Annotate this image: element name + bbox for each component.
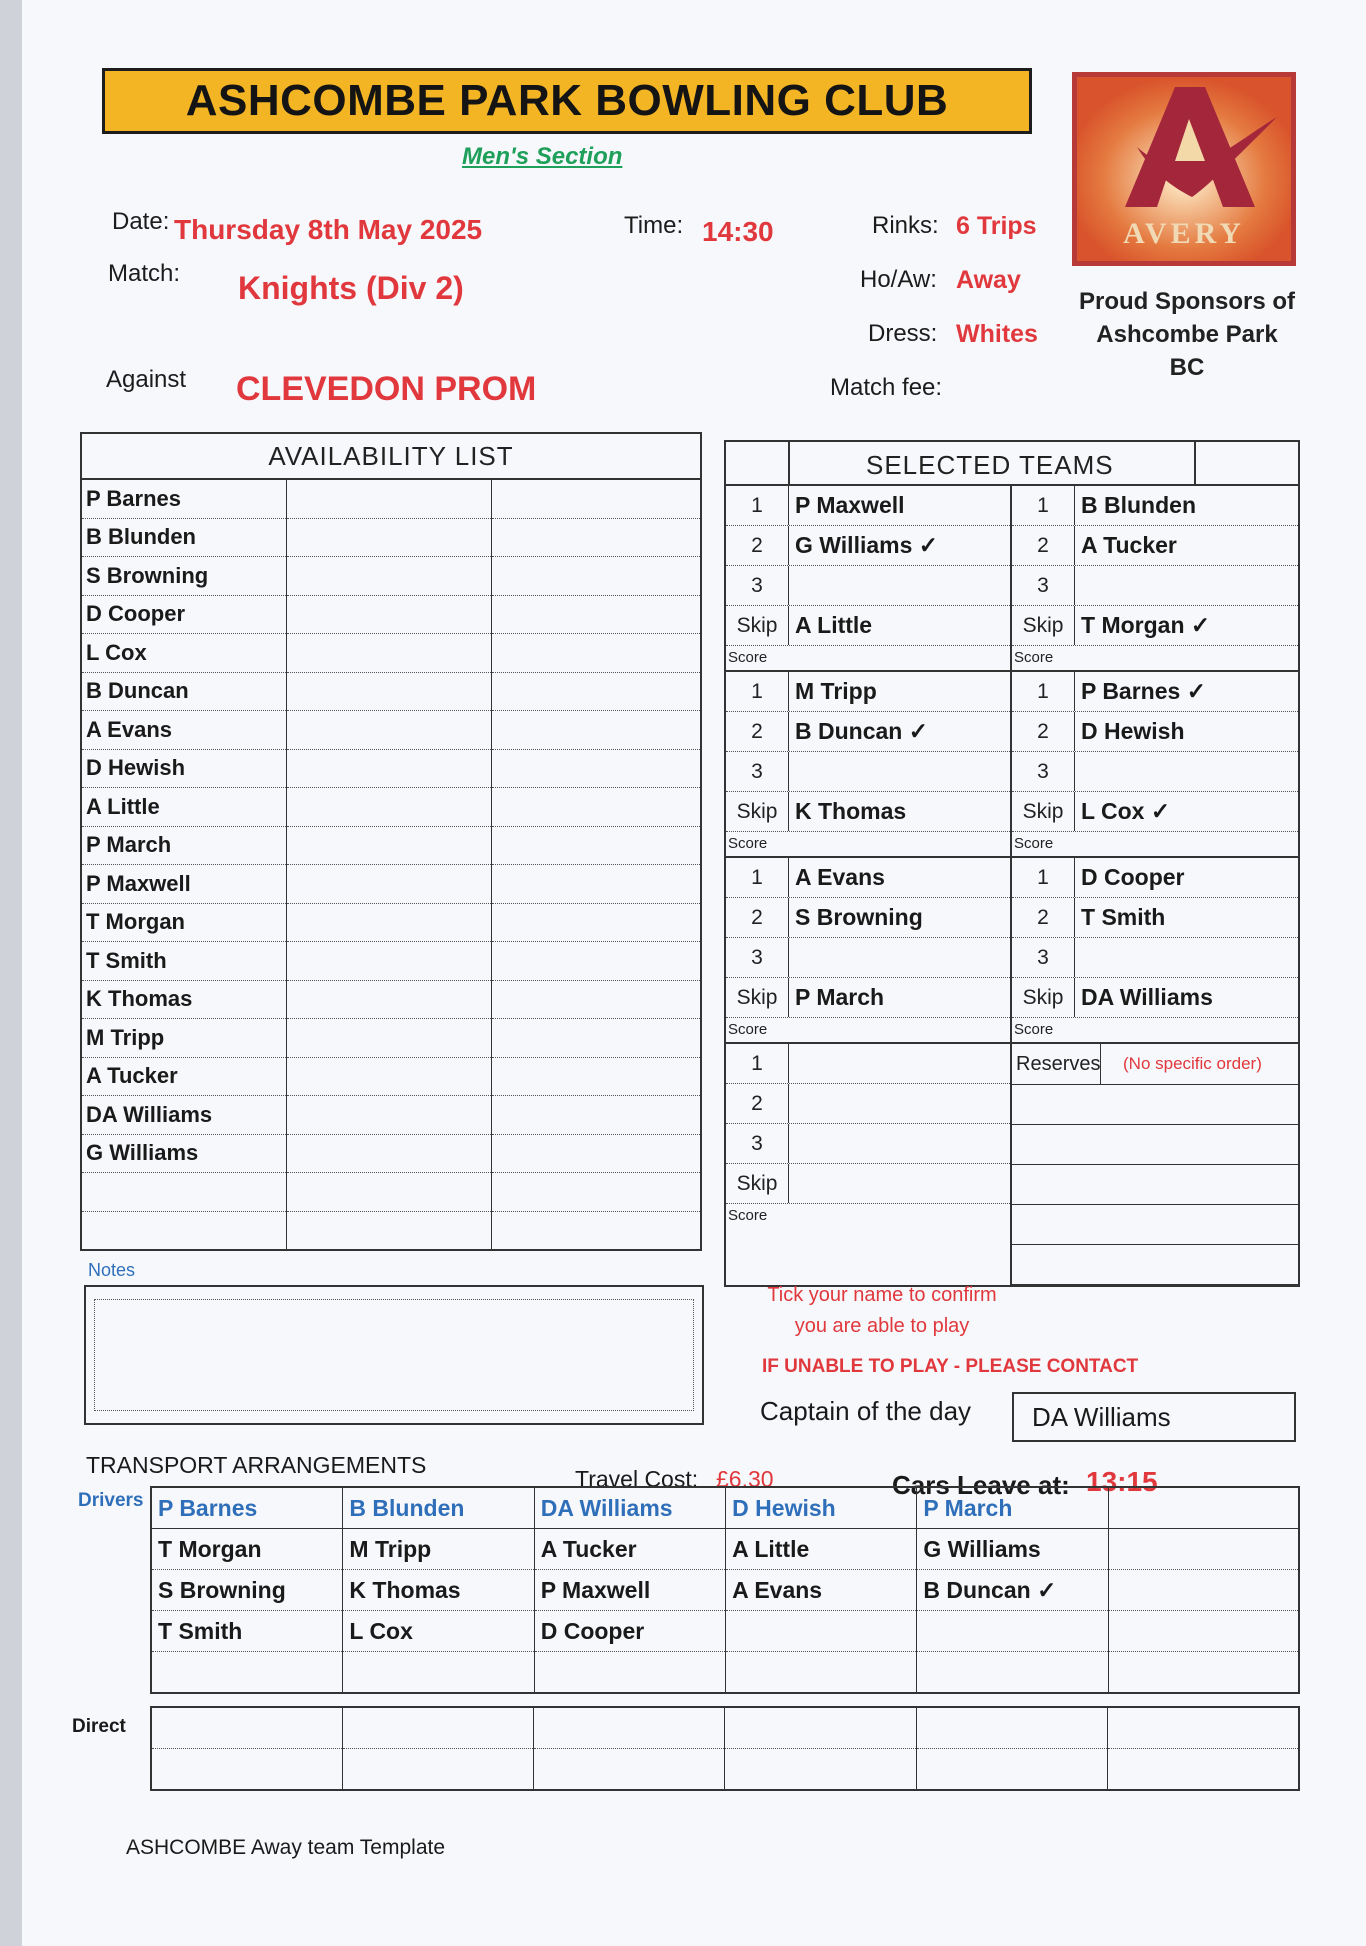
reserve-line [1012, 1205, 1298, 1245]
availability-name: D Cooper [81, 595, 287, 634]
availability-cell [492, 711, 702, 750]
rink-position-row [726, 938, 1010, 978]
passenger-name: M Tripp [343, 1529, 534, 1570]
availability-cell [287, 634, 492, 673]
availability-cell [492, 749, 702, 788]
passenger-name [726, 1611, 917, 1652]
time-value: 14:30 [702, 216, 774, 247]
skip-label: Skip [1012, 792, 1075, 831]
rink-position-row [726, 486, 1010, 526]
direct-cell [1107, 1707, 1299, 1749]
tick-line-2: you are able to play [794, 1315, 970, 1337]
passenger-name: K Thomas [343, 1570, 534, 1611]
availability-cell [492, 1096, 702, 1135]
selected-teams-header [724, 440, 1300, 484]
rinks-label: Rinks: [872, 212, 939, 239]
availability-title: AVAILABILITY LIST [81, 433, 701, 479]
date-label: Date: [112, 208, 170, 235]
driver-name: P Barnes [151, 1487, 343, 1529]
rink-team [726, 484, 1012, 670]
availability-name: T Morgan [81, 903, 287, 942]
sponsor-line-1: Proud Sponsors of [1079, 288, 1295, 315]
match-fee-label: Match fee: [830, 374, 943, 401]
against-value: CLEVEDON PROM [236, 370, 537, 408]
skip-label: Skip [726, 792, 789, 831]
passenger-name [534, 1652, 725, 1694]
availability-name: T Smith [81, 942, 287, 981]
passenger-name: B Duncan ✓ [917, 1570, 1108, 1611]
rink-position-row [726, 672, 1010, 712]
rink-position-row [1012, 486, 1298, 526]
availability-name: P March [81, 826, 287, 865]
position-number: 2 [726, 898, 789, 937]
sponsor-text [1062, 285, 1312, 384]
availability-cell [492, 634, 702, 673]
dress-value: Whites [956, 320, 1038, 348]
availability-cell [492, 1134, 702, 1173]
availability-name: A Little [81, 788, 287, 827]
availability-cell [287, 711, 492, 750]
availability-name: G Williams [81, 1134, 287, 1173]
captain-label: Captain of the day [760, 1396, 972, 1426]
reserves-label: Reserves [1012, 1044, 1101, 1084]
player-name: B Duncan ✓ [795, 718, 929, 744]
passenger-row [151, 1529, 1299, 1570]
passenger-name [151, 1652, 343, 1694]
player-name: P Maxwell [795, 492, 905, 518]
availability-row [81, 865, 701, 904]
unable-notice: IF UNABLE TO PLAY - PLEASE CONTACT [762, 1356, 1139, 1377]
availability-cell [492, 826, 702, 865]
position-number: 3 [1012, 938, 1075, 977]
passenger-name [1108, 1529, 1299, 1570]
availability-name [81, 1211, 287, 1250]
position-number: 2 [726, 1084, 789, 1123]
availability-row [81, 595, 701, 634]
passenger-name: T Smith [151, 1611, 343, 1652]
passenger-name: T Morgan [151, 1529, 343, 1570]
availability-cell [287, 1096, 492, 1135]
reserves-note: (No specific order) [1123, 1054, 1262, 1073]
passenger-name: P Maxwell [534, 1570, 725, 1611]
reserve-line [1012, 1245, 1298, 1285]
rink-row [724, 856, 1300, 1042]
rink-position-row [1012, 672, 1298, 712]
direct-cell [534, 1749, 725, 1791]
availability-cell [287, 1211, 492, 1250]
availability-row [81, 788, 701, 827]
rink-skip-row [1012, 978, 1298, 1018]
passenger-name: A Tucker [534, 1529, 725, 1570]
rink-position-row [726, 1124, 1010, 1164]
date-value: Thursday 8th May 2025 [174, 214, 483, 245]
score-label: Score [728, 835, 768, 852]
rink-team [1012, 484, 1298, 670]
availability-row [81, 1096, 701, 1135]
sponsor-line-2: Ashcombe Park [1096, 321, 1278, 348]
passenger-name [1108, 1611, 1299, 1652]
rink-position-row [726, 566, 1010, 606]
direct-cell [916, 1749, 1107, 1791]
position-number: 3 [726, 1124, 789, 1163]
rink-position-row [1012, 752, 1298, 792]
availability-row [81, 1057, 701, 1096]
rink-position-row [1012, 938, 1298, 978]
availability-cell [492, 1057, 702, 1096]
rink-skip-row [1012, 792, 1298, 832]
direct-cell [916, 1707, 1107, 1749]
player-name: S Browning [795, 904, 923, 930]
match-sheet [22, 0, 1366, 1946]
availability-name: B Blunden [81, 518, 287, 557]
player-name: A Evans [795, 864, 885, 890]
passenger-name: G Williams [917, 1529, 1108, 1570]
driver-name: D Hewish [726, 1487, 917, 1529]
drivers-label: Drivers [78, 1490, 144, 1511]
player-name: G Williams ✓ [795, 532, 939, 558]
rink-position-row [726, 898, 1010, 938]
rink-position-row [726, 526, 1010, 566]
availability-cell [287, 595, 492, 634]
availability-cell [492, 479, 702, 518]
skip-name: T Morgan ✓ [1081, 612, 1211, 638]
direct-cell [725, 1749, 916, 1791]
rink-team [726, 1042, 1012, 1285]
notes-label: Notes [88, 1260, 136, 1280]
position-number: 3 [1012, 566, 1075, 605]
direct-cell [151, 1707, 343, 1749]
rink-skip-row [726, 606, 1010, 646]
time-label: Time: [624, 212, 684, 239]
direct-cell [534, 1707, 725, 1749]
player-name: D Hewish [1081, 718, 1185, 744]
availability-name: M Tripp [81, 1019, 287, 1058]
availability-cell [287, 1173, 492, 1212]
availability-cell [287, 980, 492, 1019]
passenger-name [1108, 1570, 1299, 1611]
availability-row [81, 980, 701, 1019]
direct-cell [343, 1749, 534, 1791]
player-name: T Smith [1081, 904, 1166, 930]
rink-team [726, 856, 1012, 1042]
availability-row [81, 749, 701, 788]
passenger-name [343, 1652, 534, 1694]
rink-position-row [726, 712, 1010, 752]
availability-row [81, 1173, 701, 1212]
rink-skip-row [1012, 606, 1298, 646]
availability-cell [492, 557, 702, 596]
availability-cell [492, 1173, 702, 1212]
availability-name: A Tucker [81, 1057, 287, 1096]
availability-row [81, 711, 701, 750]
availability-row [81, 942, 701, 981]
availability-cell [287, 557, 492, 596]
rink-position-row [726, 858, 1010, 898]
availability-name: D Hewish [81, 749, 287, 788]
availability-name: P Maxwell [81, 865, 287, 904]
notes-box [84, 1285, 704, 1425]
position-number: 1 [726, 672, 789, 711]
score-label: Score [1014, 649, 1054, 666]
reserve-line [1012, 1125, 1298, 1165]
passenger-name [1108, 1652, 1299, 1694]
availability-row [81, 479, 701, 518]
skip-label: Skip [1012, 606, 1075, 645]
availability-cell [287, 518, 492, 557]
rink-position-row [1012, 526, 1298, 566]
availability-cell [287, 479, 492, 518]
footer-text: ASHCOMBE Away team Template [126, 1836, 446, 1859]
availability-cell [492, 903, 702, 942]
score-label: Score [728, 1207, 768, 1224]
rink-row [724, 1042, 1300, 1287]
availability-name [81, 1173, 287, 1212]
availability-row [81, 1019, 701, 1058]
section-subtitle: Men's Section [462, 143, 623, 170]
rink-team [726, 670, 1012, 856]
dress-label: Dress: [868, 320, 938, 347]
reserves-box [1012, 1042, 1298, 1285]
tick-line-1: Tick your name to confirm [767, 1284, 997, 1306]
availability-row [81, 518, 701, 557]
match-value: Knights (Div 2) [238, 270, 464, 306]
logo-wordmark: AVERY [1123, 217, 1245, 250]
passenger-name: A Little [726, 1529, 917, 1570]
rink-team [1012, 856, 1298, 1042]
availability-cell [492, 942, 702, 981]
drivers-row [151, 1487, 1299, 1529]
availability-name: S Browning [81, 557, 287, 596]
position-number: 2 [726, 526, 789, 565]
score-label: Score [728, 1021, 768, 1038]
selected-teams [724, 440, 1300, 1287]
availability-cell [492, 865, 702, 904]
availability-row [81, 1134, 701, 1173]
driver-name: DA Williams [534, 1487, 725, 1529]
position-number: 2 [1012, 526, 1075, 565]
hoaw-value: Away [956, 266, 1021, 294]
position-number: 2 [1012, 712, 1075, 751]
transport-table [150, 1486, 1300, 1694]
player-name: D Cooper [1081, 864, 1185, 890]
skip-name: A Little [795, 612, 873, 638]
availability-cell [492, 980, 702, 1019]
passenger-name: A Evans [726, 1570, 917, 1611]
rink-row [724, 484, 1300, 670]
passenger-row [151, 1570, 1299, 1611]
score-label: Score [728, 649, 768, 666]
skip-name: P March [795, 984, 885, 1010]
rink-row [724, 670, 1300, 856]
availability-row [81, 557, 701, 596]
availability-name: B Duncan [81, 672, 287, 711]
rink-position-row [1012, 898, 1298, 938]
sponsor-line-3: BC [1169, 354, 1205, 381]
passenger-row [151, 1611, 1299, 1652]
rinks-value: 6 Trips [956, 212, 1037, 240]
avery-logo [1072, 72, 1296, 266]
score-label: Score [1014, 1021, 1054, 1038]
transport-title: TRANSPORT ARRANGEMENTS [86, 1452, 427, 1478]
rink-position-row [1012, 566, 1298, 606]
captain-value: DA Williams [1012, 1392, 1296, 1442]
rink-skip-row [726, 792, 1010, 832]
rink-position-row [1012, 858, 1298, 898]
availability-cell [287, 1057, 492, 1096]
player-name: P Barnes ✓ [1081, 678, 1206, 704]
driver-name: P March [917, 1487, 1108, 1529]
rink-position-row [1012, 712, 1298, 752]
direct-cell [1107, 1749, 1299, 1791]
position-number: 3 [726, 566, 789, 605]
rink-position-row [726, 1044, 1010, 1084]
availability-name: P Barnes [81, 479, 287, 518]
availability-cell [287, 672, 492, 711]
position-number: 3 [726, 752, 789, 791]
availability-cell [287, 903, 492, 942]
position-number: 3 [1012, 752, 1075, 791]
player-name: A Tucker [1081, 532, 1177, 558]
availability-cell [492, 672, 702, 711]
skip-label: Skip [1012, 978, 1075, 1017]
position-number: 3 [726, 938, 789, 977]
player-name: M Tripp [795, 678, 877, 704]
availability-row [81, 903, 701, 942]
position-number: 1 [726, 486, 789, 525]
availability-cell [287, 1134, 492, 1173]
direct-label: Direct [72, 1716, 126, 1737]
availability-cell [492, 788, 702, 827]
direct-table [150, 1706, 1300, 1791]
availability-list [80, 432, 702, 1251]
skip-label: Skip [726, 1164, 789, 1203]
club-title: ASHCOMBE PARK BOWLING CLUB [102, 68, 1032, 134]
availability-cell [287, 826, 492, 865]
direct-cell [343, 1707, 534, 1749]
position-number: 1 [726, 858, 789, 897]
passenger-name: D Cooper [534, 1611, 725, 1652]
travel-cost-value: £6.30 [716, 1466, 774, 1492]
passenger-name [726, 1652, 917, 1694]
rink-position-row [726, 1084, 1010, 1124]
player-name: B Blunden [1081, 492, 1196, 518]
availability-row [81, 634, 701, 673]
rink-team [1012, 670, 1298, 856]
direct-cell [725, 1707, 916, 1749]
skip-name: L Cox ✓ [1081, 798, 1171, 824]
availability-name: L Cox [81, 634, 287, 673]
skip-name: K Thomas [795, 798, 907, 824]
against-label: Against [106, 366, 187, 393]
availability-cell [492, 1211, 702, 1250]
availability-name: DA Williams [81, 1096, 287, 1135]
reserve-line [1012, 1165, 1298, 1205]
driver-name: B Blunden [343, 1487, 534, 1529]
tick-instruction [752, 1280, 1012, 1342]
skip-name: DA Williams [1081, 984, 1213, 1010]
cars-leave-label: Cars Leave at: [892, 1470, 1070, 1500]
availability-cell [287, 749, 492, 788]
availability-cell [492, 518, 702, 557]
driver-name [1108, 1487, 1299, 1529]
skip-label: Skip [726, 978, 789, 1017]
rink-position-row [726, 752, 1010, 792]
passenger-name: L Cox [343, 1611, 534, 1652]
availability-row [81, 672, 701, 711]
availability-cell [287, 1019, 492, 1058]
passenger-row [151, 1652, 1299, 1694]
score-label: Score [1014, 835, 1054, 852]
rink-skip-row [726, 1164, 1010, 1204]
availability-row [81, 826, 701, 865]
skip-label: Skip [726, 606, 789, 645]
availability-cell [287, 788, 492, 827]
passenger-name [917, 1611, 1108, 1652]
rink-skip-row [726, 978, 1010, 1018]
position-number: 1 [1012, 858, 1075, 897]
reserves-header [1012, 1044, 1298, 1085]
position-number: 2 [726, 712, 789, 751]
availability-row [81, 1211, 701, 1250]
availability-cell [492, 595, 702, 634]
position-number: 1 [1012, 672, 1075, 711]
travel-cost-label: Travel Cost: [575, 1466, 699, 1492]
position-number: 1 [726, 1044, 789, 1083]
passenger-name [917, 1652, 1108, 1694]
match-label: Match: [108, 260, 181, 287]
availability-name: K Thomas [81, 980, 287, 1019]
selected-teams-title: SELECTED TEAMS [866, 450, 1114, 480]
availability-cell [287, 865, 492, 904]
availability-cell [492, 1019, 702, 1058]
reserve-line [1012, 1085, 1298, 1125]
cars-leave-value: 13:15 [1086, 1466, 1158, 1497]
position-number: 2 [1012, 898, 1075, 937]
availability-cell [287, 942, 492, 981]
position-number: 1 [1012, 486, 1075, 525]
direct-cell [151, 1749, 343, 1791]
availability-name: A Evans [81, 711, 287, 750]
passenger-name: S Browning [151, 1570, 343, 1611]
hoaw-label: Ho/Aw: [860, 266, 937, 293]
